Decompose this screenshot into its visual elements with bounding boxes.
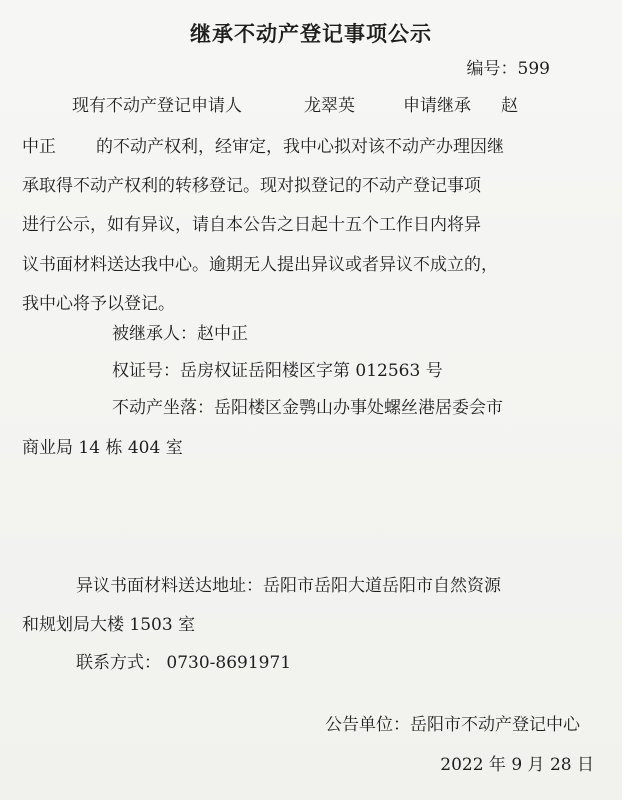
location-line-2: 商业局 14 栋 404 室 <box>22 438 183 458</box>
body-line-1-text-a: 现有不动产登记申请人 <box>72 96 242 116</box>
body-line-1-text-b: 申请继承 <box>403 96 471 116</box>
decedent-line: 被继承人：赵中正 <box>112 324 248 344</box>
location-line-1: 不动产坐落：岳阳楼区金鹗山办事处螺丝港居委会市 <box>112 398 503 418</box>
contact-line: 联系方式： 0730-8691971 <box>76 653 292 673</box>
body-line-2-text: 的不动产权利，经审定，我中心拟对该不动产办理因继 <box>96 137 504 157</box>
body-line-6: 我中心将予以登记。 <box>22 294 175 314</box>
certificate-line: 权证号：岳房权证岳阳楼区字第 012563 号 <box>112 361 443 381</box>
document-title: 继承不动产登记事项公示 <box>190 22 432 46</box>
document-number: 编号：599 <box>466 59 550 79</box>
issue-date: 2022 年 9 月 28 日 <box>440 755 594 775</box>
body-line-1 <box>72 95 518 117</box>
decedent-name-part-1: 赵 <box>501 96 518 116</box>
objection-address-line-2: 和规划局大楼 1503 室 <box>22 615 196 635</box>
issuer-line: 公告单位：岳阳市不动产登记中心 <box>325 715 580 735</box>
decedent-name-part-2: 中正 <box>22 137 56 157</box>
body-line-5: 议书面材料送达我中心。逾期无人提出异议或者异议不成立的， <box>22 255 498 275</box>
applicant-name: 龙翠英 <box>304 96 355 116</box>
body-line-2 <box>22 136 504 158</box>
objection-address-line-1: 异议书面材料送达地址：岳阳市岳阳大道岳阳市自然资源 <box>76 576 501 596</box>
body-line-3: 承取得不动产权利的转移登记。现对拟登记的不动产登记事项 <box>22 176 481 196</box>
body-line-4: 进行公示，如有异议，请自本公告之日起十五个工作日内将异 <box>22 215 481 235</box>
